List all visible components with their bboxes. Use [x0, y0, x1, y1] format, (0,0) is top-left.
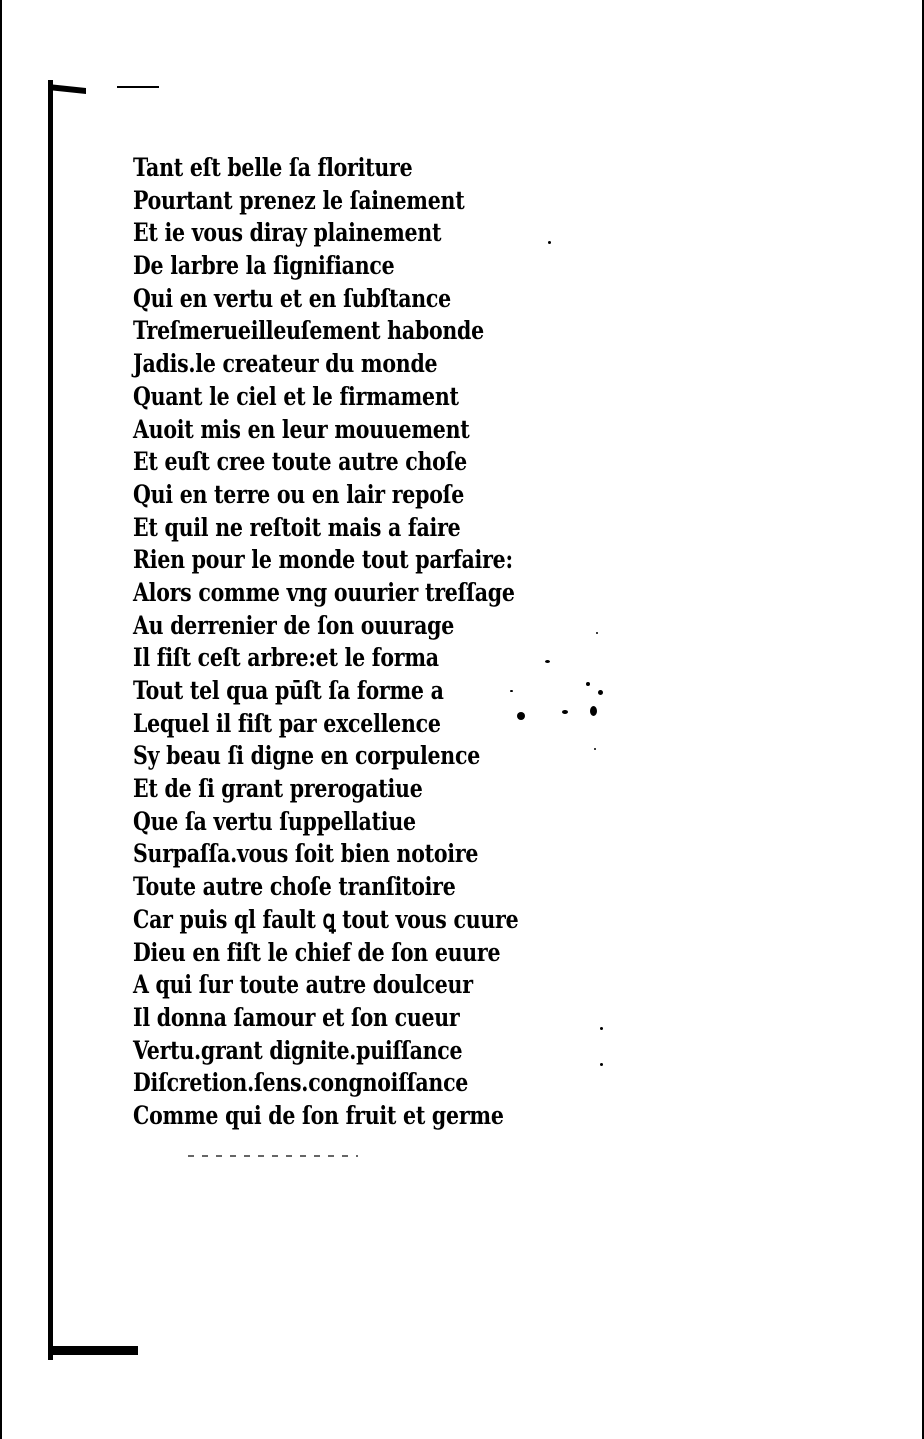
verse-line-28: Vertu.grant dignite.puiſſance — [133, 1035, 463, 1065]
ink-speck — [510, 690, 513, 692]
verse-line-24: Car puis ql fault ꝗ tout vous cuure — [133, 904, 519, 934]
verse-line-10: Et euſt cree toute autre choſe — [133, 447, 467, 477]
ink-speck — [600, 1063, 603, 1066]
verse-line-12: Et quil ne reſtoit mais a faire — [133, 512, 461, 542]
verse-line-13: Rien pour le monde tout parfaire: — [133, 545, 513, 575]
verse-line-5: Qui en vertu et en ſubſtance — [133, 283, 451, 313]
verse-line-17: Tout tel qua pūſt ſa forme a — [133, 676, 444, 705]
verse-line-6: Treſmerueilleuſement habonde — [133, 316, 484, 346]
verse-line-14: Alors comme vng ouurier treſſage — [133, 577, 515, 607]
ink-speck — [598, 690, 603, 695]
ink-speck — [545, 660, 550, 663]
verse-line-26: A qui ſur toute autre doulceur — [133, 970, 473, 1000]
bottom-rule-mark — [48, 1346, 138, 1355]
verse-line-15: Au derrenier de ſon ouurage — [133, 610, 454, 640]
verse-line-19: Sy beau ſi digne en corpulence — [133, 741, 481, 771]
verse-line-7: Jadis.le createur du monde — [133, 349, 438, 379]
verse-line-23: Toute autre choſe tranſitoire — [133, 872, 456, 902]
verse-line-3: Et ie vous diray plainement — [133, 218, 442, 248]
bottom-smudge — [188, 1155, 358, 1157]
verse-line-30: Comme qui de ſon fruit et germe — [133, 1100, 504, 1130]
verse-line-8: Quant le ciel et le firmament — [133, 381, 459, 411]
verse-line-9: Auoit mis en leur mouuement — [133, 414, 470, 444]
verse-line-1: Tant eſt belle ſa floriture — [133, 153, 413, 182]
ink-speck — [548, 241, 551, 244]
verse-line-16: Il fiſt ceſt arbre:et le forma — [133, 643, 439, 673]
verse-line-11: Qui en terre ou en lair repoſe — [133, 479, 464, 509]
ink-speck — [596, 632, 598, 634]
verse-line-27: Il donna ſamour et ſon cueur — [133, 1002, 460, 1032]
ink-speck — [590, 706, 597, 716]
verse-line-4: De larbre la ſignifiance — [133, 251, 395, 281]
verse-line-18: Lequel il fiſt par excellence — [133, 708, 441, 738]
verse-line-21: Que ſa vertu ſuppellatiue — [133, 806, 416, 836]
verse-line-25: Dieu en fiſt le chief de ſon euure — [133, 937, 501, 967]
ink-speck — [594, 748, 596, 750]
verse-line-29: Diſcretion.ſens.congnoiſſance — [133, 1068, 469, 1098]
verse-line-20: Et de ſi grant prerogatiue — [133, 774, 423, 804]
top-rule-dash — [117, 86, 159, 88]
verse-text-block — [133, 152, 603, 1133]
ink-speck — [562, 710, 568, 714]
ink-speck — [600, 1027, 603, 1030]
margin-rule — [48, 80, 53, 1360]
ink-speck — [517, 712, 525, 720]
verse-line-22: Surpaſſa.vous ſoit bien notoire — [133, 839, 479, 869]
verse-line-2: Pourtant prenez le ſainement — [133, 185, 465, 215]
ink-speck — [586, 682, 590, 686]
